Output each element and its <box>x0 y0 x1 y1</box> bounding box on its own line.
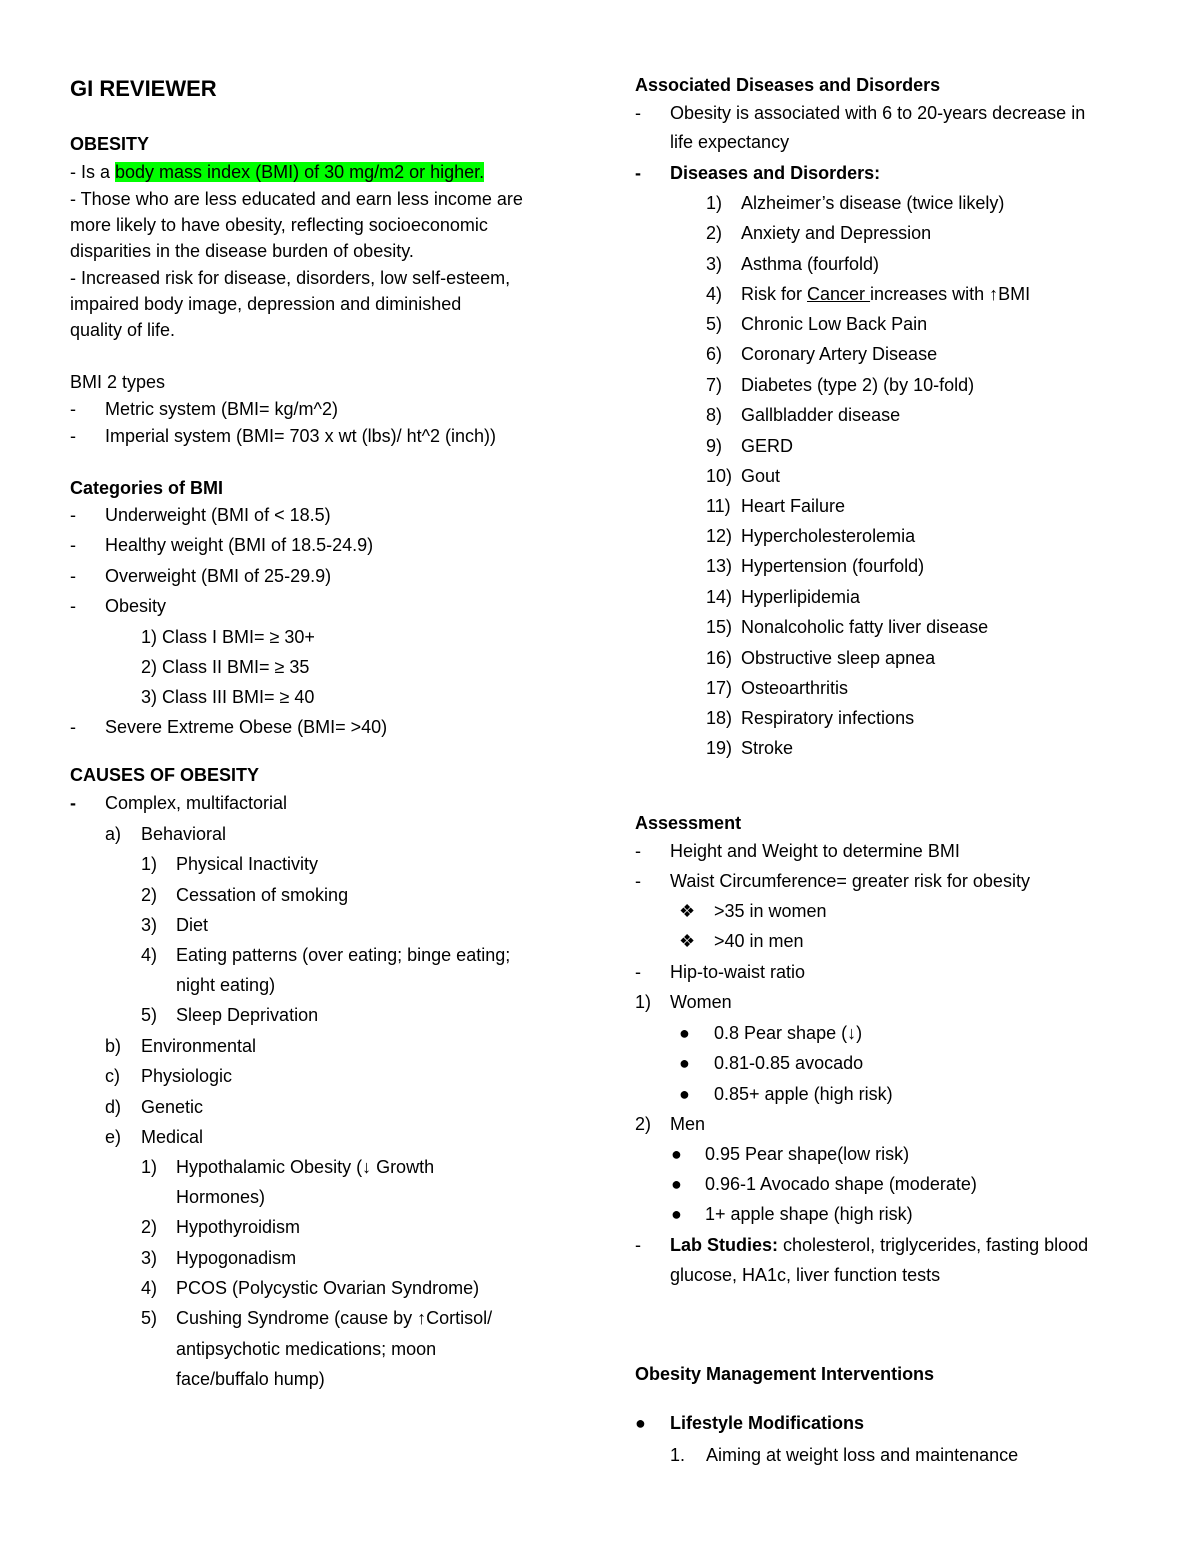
assessment-heading: Assessment <box>635 813 742 833</box>
dot-bullet-icon: ● <box>671 1204 682 1224</box>
para-line: quality of life. <box>70 320 176 340</box>
diamond-bullet-icon: ❖ <box>679 931 696 951</box>
causes-heading: CAUSES OF OBESITY <box>70 765 260 785</box>
dot-bullet-icon: ● <box>671 1144 682 1164</box>
dot-bullet-icon: ● <box>679 1084 690 1104</box>
obesity-definition <box>70 161 484 183</box>
bmi-types-label: BMI 2 types <box>70 372 166 392</box>
sub-sub-item-cont: night eating) <box>176 975 276 995</box>
dot-bullet-icon: ● <box>679 1053 690 1073</box>
class-item: 3) Class III BMI= ≥ 40 <box>141 687 315 707</box>
dot-bullet-icon: ● <box>671 1174 682 1194</box>
obesity-heading: OBESITY <box>70 134 150 154</box>
sub-sub-item-cont: antipsychotic medications; moon <box>176 1339 437 1359</box>
sub-sub-item-cont: face/buffalo hump) <box>176 1369 325 1389</box>
sub-sub-item-cont: Hormones) <box>176 1187 266 1207</box>
page-title: GI REVIEWER <box>70 76 217 101</box>
para-line: disparities in the disease burden of obesity. <box>70 241 414 261</box>
lab-studies-cont: glucose, HA1c, liver function tests <box>670 1265 941 1285</box>
class-item: 2) Class II BMI= ≥ 35 <box>141 657 310 677</box>
diamond-bullet-icon: ❖ <box>679 901 696 921</box>
associated-heading: Associated Diseases and Disorders <box>635 75 941 95</box>
para-line: - Increased risk for disease, disorders, low self-esteem, <box>70 268 511 288</box>
dot-bullet-icon: ● <box>635 1413 646 1433</box>
para-line: more likely to have obesity, reflecting socioeconomic <box>70 215 488 235</box>
para-line: impaired body image, depression and diminished <box>70 294 462 314</box>
para-line: - Those who are less educated and earn less income are <box>70 189 523 209</box>
list-item-cont: life expectancy <box>670 132 790 152</box>
def-highlight: body mass index (BMI) of 30 mg/m2 or higher. <box>115 162 485 182</box>
class-item: 1) Class I BMI= ≥ 30+ <box>141 627 315 647</box>
management-heading: Obesity Management Interventions <box>635 1364 935 1384</box>
categories-heading: Categories of BMI <box>70 478 224 498</box>
dot-bullet-icon: ● <box>679 1023 690 1043</box>
def-prefix: - Is a <box>70 162 116 182</box>
